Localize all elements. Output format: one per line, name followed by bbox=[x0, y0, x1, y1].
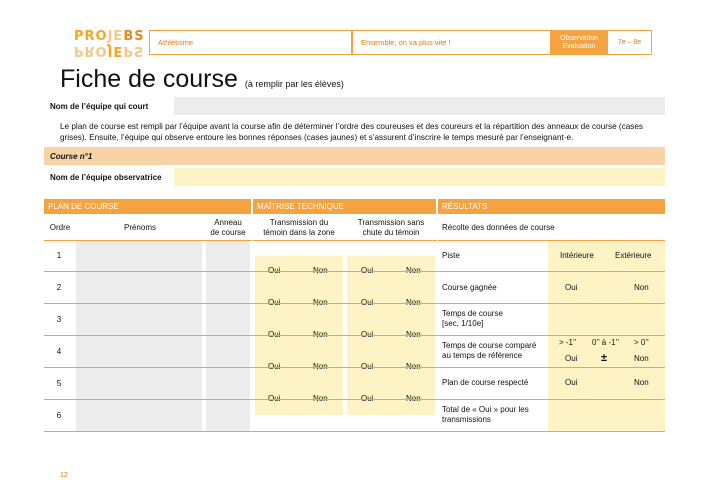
result-lane-label: Piste bbox=[442, 251, 460, 260]
divider bbox=[253, 240, 437, 241]
header-observation-badge: Observation Evaluation bbox=[551, 30, 607, 55]
header-discipline: Athlétisme bbox=[149, 30, 352, 55]
won-yes-option[interactable]: Oui bbox=[565, 283, 578, 292]
order-number: 5 bbox=[56, 379, 62, 388]
course-number-bar: Course n°1 bbox=[44, 147, 665, 165]
plus-minus-icon: ± bbox=[601, 352, 608, 364]
page-subtitle: (à remplir par les élèves) bbox=[244, 79, 344, 89]
col-ring-header: Anneau de course bbox=[210, 218, 246, 237]
divider bbox=[44, 271, 665, 272]
divider bbox=[44, 367, 665, 368]
divider bbox=[44, 399, 665, 400]
col-names-header: Prénoms bbox=[123, 223, 156, 232]
result-won-label: Course gagnée bbox=[442, 283, 497, 292]
compare-no-option[interactable]: Non bbox=[634, 354, 649, 363]
page-number: 12 bbox=[60, 472, 68, 479]
observer-team-label: Nom de l’équipe observatrice bbox=[50, 172, 162, 182]
divider bbox=[438, 240, 665, 241]
section-results-header: RÉSULTATS bbox=[438, 199, 665, 214]
compare-yes-option[interactable]: Oui bbox=[565, 354, 578, 363]
result-total-label: Total de « Oui » pour les transmissions bbox=[442, 405, 529, 424]
page-title: Fiche de course (à remplir par les élèves) bbox=[60, 65, 344, 93]
projebs-logo-mirror: PROJEPS bbox=[74, 43, 145, 58]
lane-inside-option[interactable]: Intérieure bbox=[560, 251, 594, 260]
won-no-option[interactable]: Non bbox=[634, 283, 649, 292]
header-unit: Ensemble, on va plus vite ! bbox=[352, 30, 551, 55]
order-number: 4 bbox=[56, 347, 62, 356]
compare-equal-option[interactable]: 0’’ à -1’’ bbox=[592, 338, 619, 347]
result-plan-label: Plan de course respecté bbox=[442, 378, 529, 387]
lane-outside-option[interactable]: Extérieure bbox=[615, 251, 652, 260]
team-name-field[interactable] bbox=[174, 97, 665, 115]
result-compare-label: Temps de course comparé au temps de référence bbox=[442, 341, 537, 360]
order-number: 2 bbox=[56, 283, 62, 292]
divider bbox=[44, 335, 665, 336]
projebs-logo: PROJEBS bbox=[74, 29, 145, 44]
header-grade: 7e – 8e bbox=[607, 30, 652, 55]
col-order-header: Ordre bbox=[49, 223, 71, 232]
divider bbox=[44, 240, 252, 241]
observer-team-field[interactable] bbox=[174, 168, 665, 186]
order-number: 1 bbox=[56, 251, 62, 260]
section-plan-header: PLAN DE COURSE bbox=[44, 199, 251, 214]
instructions-text: Le plan de course est rempli par l’équipe avant la course afin de déterminer l’ordre des coureuses et des coureurs et la répartition des anneaux de course (cases grises). Ensuite, l’équipe qui observe entoure les bonnes réponses (cases jaunes) et s’assurent d’inscrire le temps mesuré par l’enseignant·e. bbox=[60, 122, 644, 142]
order-number: 3 bbox=[56, 315, 62, 324]
compare-faster-option[interactable]: > -1’’ bbox=[559, 338, 577, 347]
plan-yes-option[interactable]: Oui bbox=[565, 378, 578, 387]
order-number: 6 bbox=[56, 411, 62, 420]
compare-slower-option[interactable]: > 0’’ bbox=[634, 338, 649, 347]
section-mastery-header: MAÎTRISE TECHNIQUE bbox=[253, 199, 436, 214]
col-transmission-drop-header: Transmission sans chute du témoin bbox=[357, 218, 425, 237]
team-name-label: Nom de l’équipe qui court bbox=[50, 101, 149, 111]
col-collect-header: Récolte des données de course bbox=[442, 223, 555, 232]
divider bbox=[44, 431, 665, 432]
result-time-label: Temps de course [sec, 1/10e] bbox=[442, 309, 503, 328]
plan-no-option[interactable]: Non bbox=[634, 378, 649, 387]
col-transmission-zone-header: Transmission du témoin dans la zone bbox=[263, 218, 335, 237]
divider bbox=[44, 303, 665, 304]
